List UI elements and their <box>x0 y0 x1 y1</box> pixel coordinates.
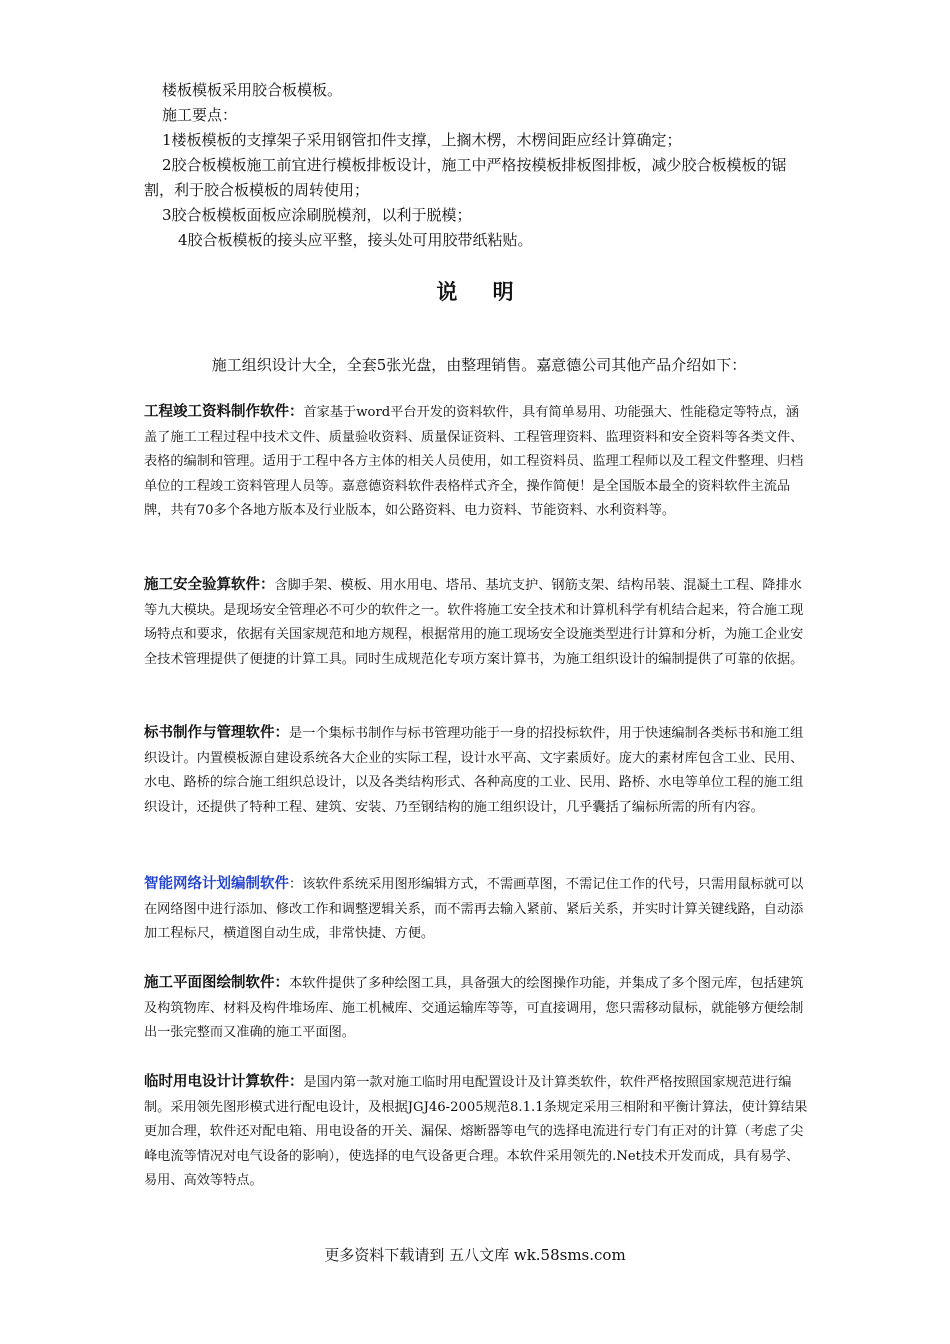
section-title: 标书制作与管理软件： <box>144 725 289 741</box>
intro-paragraph: 施工组织设计大全，全套5张光盘，由整理销售。嘉意德公司其他产品介绍如下： <box>211 356 747 374</box>
section-title: 临时用电设计计算软件： <box>144 1074 304 1090</box>
notes-line-2: 施工要点： <box>162 106 238 124</box>
notes-line-3: 1楼板模板的支撑架子采用钢管扣件支撑，上搁木楞，木楞间距应经计算确定； <box>162 131 682 149</box>
section-site-plan <box>144 971 812 1046</box>
section-completion-docs <box>144 400 812 524</box>
section-body: 是国内第一款对施工临时用电配置设计及计算类软件，软件严格按照国家规范进行编制。采用领先图形模式进行配电设计，及根据JGJ46-2005规范8.1.1条规定采用三相附和平衡计算法，使计算结果更加合理，软件还对配电箱、用电设备的开关、漏保、熔断器等电气的选择电流进行专门有正对的计算（考虑了尖峰电流等情况对电气设备的影响），使选择的电气设备更合理。本软件采用领先的.Net技术开发而成，具有易学、易用、高效等特点。 <box>144 1075 808 1189</box>
page-footer: 更多资料下载请到 五八文库 wk.58sms.com <box>324 1246 626 1264</box>
section-title[interactable]: 智能网络计划编制软件 <box>144 876 289 892</box>
section-title: 施工平面图绘制软件： <box>144 975 289 991</box>
construction-notes <box>144 78 814 253</box>
page-heading: 说 明 <box>436 279 528 304</box>
section-body: 首家基于word平台开发的资料软件，具有简单易用、功能强大、性能稳定等特点，涵盖了施工工程过程中技术文件、质量验收资料、质量保证资料、工程管理资料、监理资料和安全资料等各类文件、表格的编制和管理。适用于工程中各方主体的相关人员使用，如工程资料员、监理工程师以及工程文件整理、归档单位的工程竣工资料管理人员等。嘉意德资料软件表格样式齐全，操作简便！是全国版本最全的资料软件主流品牌，共有70多个各地方版本及行业版本，如公路资料、电力资料、节能资料、水利资料等。 <box>144 405 804 519</box>
notes-line-6: 4胶合板模板的接头应平整，接头处可用胶带纸粘贴。 <box>178 231 533 249</box>
notes-line-1: 楼板模板采用胶合板模板。 <box>162 81 343 99</box>
section-title: 工程竣工资料制作软件： <box>144 404 304 420</box>
section-title: 施工安全验算软件： <box>144 577 275 593</box>
section-safety-calc <box>144 573 812 672</box>
notes-line-4: 2胶合板模板施工前宜进行模板排板设计，施工中严格按模板排板图排板，减少胶合板模板的锯割，利于胶合板模板的周转使用； <box>144 156 787 199</box>
section-body: ：该软件系统采用图形编辑方式，不需画草图，不需记住工作的代号，只需用鼠标就可以在网络图中进行添加、修改工作和调整逻辑关系，而不需再去输入紧前、紧后关系，并实时计算关键线路，自动添加工程标尺，横道图自动生成，非常快捷、方便。 <box>144 877 804 942</box>
section-bid-docs <box>144 721 812 820</box>
notes-line-5: 3胶合板模板面板应涂刷脱模剂，以利于脱模； <box>162 206 472 224</box>
section-temp-power <box>144 1070 812 1194</box>
section-network-plan <box>144 872 812 947</box>
section-body: 本软件提供了多种绘图工具，具备强大的绘图操作功能，并集成了多个图元库，包括建筑及构筑物库、材料及构件堆场库、施工机械库、交通运输库等等，可直接调用，您只需移动鼠标，就能够方便绘制出一张完整而又准确的施工平面图。 <box>144 976 804 1041</box>
section-body: 含脚手架、模板、用水用电、塔吊、基坑支护、钢筋支架、结构吊装、混凝土工程、降排水等九大模块。是现场安全管理必不可少的软件之一。软件将施工安全技术和计算机科学有机结合起来，符合施工现场特点和要求，依据有关国家规范和地方规程，根据常用的施工现场安全设施类型进行计算和分析，为施工企业安全技术管理提供了便捷的计算工具。同时生成规范化专项方案计算书，为施工组织设计的编制提供了可靠的依据。 <box>144 578 804 667</box>
section-body: 是一个集标书制作与标书管理功能于一身的招投标软件，用于快速编制各类标书和施工组织设计。内置模板源自建设系统各大企业的实际工程，设计水平高、文字素质好。庞大的素材库包含工业、民用、水电、路桥的综合施工组织总设计，以及各类结构形式、各种高度的工业、民用、路桥、水电等单位工程的施工组织设计，还提供了特种工程、建筑、安装、乃至钢结构的施工组织设计，几乎囊括了编标所需的所有内容。 <box>144 726 804 815</box>
